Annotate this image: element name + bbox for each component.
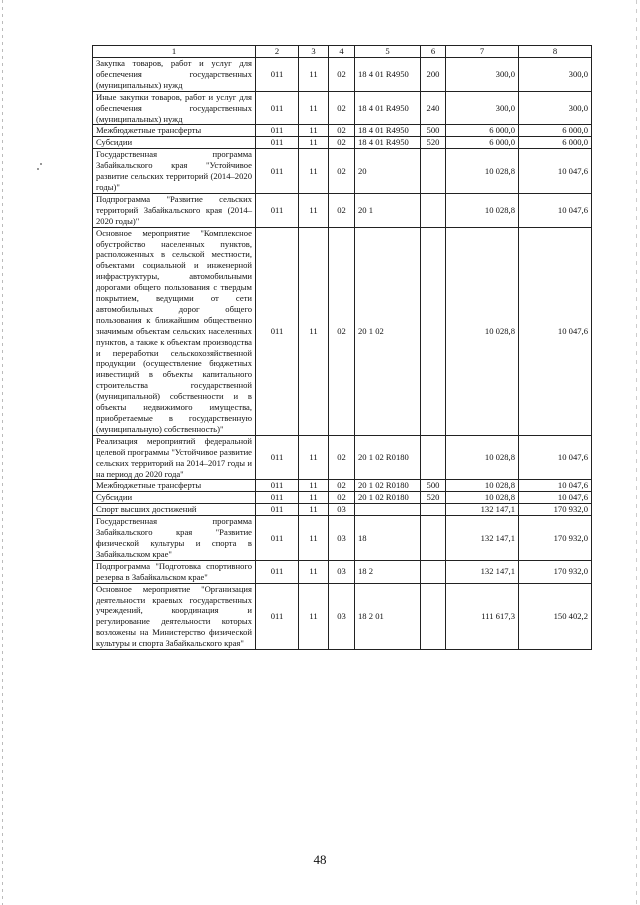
table-row: [93, 91, 592, 125]
cell-amount-year1: 6 000,0: [446, 125, 519, 137]
cell-target-article: 18 2: [355, 560, 421, 583]
cell-admin-code: 011: [256, 91, 299, 125]
column-header: 3: [299, 46, 329, 58]
cell-subsection: 02: [329, 149, 355, 194]
cell-section: 11: [299, 137, 329, 149]
cell-name: Закупка товаров, работ и услуг для обеспечения государственных (муниципальных) нужд: [93, 58, 256, 92]
cell-amount-year2: 170 932,0: [519, 560, 592, 583]
cell-amount-year1: 6 000,0: [446, 137, 519, 149]
cell-admin-code: 011: [256, 560, 299, 583]
cell-amount-year2: 300,0: [519, 91, 592, 125]
cell-subsection: 02: [329, 435, 355, 480]
cell-admin-code: 011: [256, 480, 299, 492]
cell-expense-type: [421, 583, 446, 649]
table-row: [93, 583, 592, 649]
column-header: 6: [421, 46, 446, 58]
table-row: [93, 58, 592, 92]
column-header: 4: [329, 46, 355, 58]
column-header: 8: [519, 46, 592, 58]
column-header: 7: [446, 46, 519, 58]
cell-expense-type: 200: [421, 58, 446, 92]
cell-section: 11: [299, 193, 329, 227]
cell-name: Основное мероприятие "Комплексное обустройство населенных пунктов, расположенных в сельской местности, объектами социальной и инженерной инфраструктуры, автомобильными дорогами общего пользования с твердым покрытием, ведущими от сети автомобильных дорог общего пользования к ближайшим общественно значимым объектам сельских населенных пунктов, а также к объектам производства и переработки сельскохозяйственной продукции (осуществление бюджетных инвестиций в объекты капитального строительства государственной (муниципальной) собственности и в объекты недвижимого имущества, приобретаемые в государственную (муниципальную) собственность)": [93, 227, 256, 435]
cell-amount-year2: 6 000,0: [519, 137, 592, 149]
cell-amount-year2: 170 932,0: [519, 516, 592, 561]
scan-left-edge: [2, 0, 3, 905]
cell-expense-type: [421, 435, 446, 480]
cell-section: 11: [299, 58, 329, 92]
cell-admin-code: 011: [256, 149, 299, 194]
cell-name: Субсидии: [93, 137, 256, 149]
cell-admin-code: 011: [256, 435, 299, 480]
cell-subsection: 02: [329, 137, 355, 149]
cell-amount-year1: 10 028,8: [446, 227, 519, 435]
cell-amount-year1: 10 028,8: [446, 149, 519, 194]
cell-expense-type: 520: [421, 492, 446, 504]
cell-section: 11: [299, 435, 329, 480]
cell-admin-code: 011: [256, 504, 299, 516]
cell-name: Субсидии: [93, 492, 256, 504]
cell-target-article: [355, 504, 421, 516]
cell-subsection: 02: [329, 58, 355, 92]
cell-admin-code: 011: [256, 583, 299, 649]
table-row: [93, 560, 592, 583]
cell-amount-year1: 132 147,1: [446, 516, 519, 561]
cell-expense-type: [421, 504, 446, 516]
cell-amount-year1: 111 617,3: [446, 583, 519, 649]
cell-subsection: 03: [329, 516, 355, 561]
cell-amount-year2: 10 047,6: [519, 227, 592, 435]
cell-amount-year2: 300,0: [519, 58, 592, 92]
cell-target-article: 18 4 01 R4950: [355, 91, 421, 125]
scan-speck: [40, 163, 42, 165]
cell-admin-code: 011: [256, 137, 299, 149]
cell-name: Подпрограмма "Подготовка спортивного резерва в Забайкальском крае": [93, 560, 256, 583]
cell-name: Межбюджетные трансферты: [93, 125, 256, 137]
cell-name: Государственная программа Забайкальского края "Устойчивое развитие сельских территорий (2014–2020 годы)": [93, 149, 256, 194]
cell-subsection: 02: [329, 480, 355, 492]
cell-admin-code: 011: [256, 193, 299, 227]
column-header: 1: [93, 46, 256, 58]
cell-target-article: 18 4 01 R4950: [355, 125, 421, 137]
cell-target-article: 18 4 01 R4950: [355, 58, 421, 92]
table-row: [93, 227, 592, 435]
cell-amount-year2: 10 047,6: [519, 193, 592, 227]
table-row: [93, 435, 592, 480]
table-row: [93, 480, 592, 492]
column-header: 2: [256, 46, 299, 58]
cell-name: Межбюджетные трансферты: [93, 480, 256, 492]
budget-table: [92, 45, 592, 650]
cell-amount-year1: 300,0: [446, 58, 519, 92]
cell-subsection: 03: [329, 560, 355, 583]
cell-admin-code: 011: [256, 58, 299, 92]
cell-expense-type: [421, 149, 446, 194]
cell-name: Спорт высших достижений: [93, 504, 256, 516]
cell-section: 11: [299, 560, 329, 583]
scan-speck: [37, 168, 39, 170]
cell-expense-type: 520: [421, 137, 446, 149]
cell-amount-year1: 10 028,8: [446, 480, 519, 492]
cell-section: 11: [299, 480, 329, 492]
cell-target-article: 20: [355, 149, 421, 194]
cell-amount-year1: 300,0: [446, 91, 519, 125]
table-header-row: [93, 46, 592, 58]
cell-subsection: 02: [329, 91, 355, 125]
cell-amount-year1: 10 028,8: [446, 193, 519, 227]
column-header: 5: [355, 46, 421, 58]
cell-amount-year1: 132 147,1: [446, 504, 519, 516]
cell-expense-type: 500: [421, 480, 446, 492]
cell-target-article: 20 1 02 R0180: [355, 480, 421, 492]
cell-amount-year2: 170 932,0: [519, 504, 592, 516]
cell-target-article: 20 1 02: [355, 227, 421, 435]
cell-name: Государственная программа Забайкальского края "Развитие физической культуры и спорта в Забайкальском крае": [93, 516, 256, 561]
cell-section: 11: [299, 492, 329, 504]
cell-name: Основное мероприятие "Организация деятельности краевых государственных учреждений, координация и регулирование деятельности которых возложены на Министерство физической культуры и спорта Забайкальского края": [93, 583, 256, 649]
cell-amount-year2: 150 402,2: [519, 583, 592, 649]
cell-section: 11: [299, 504, 329, 516]
cell-target-article: 20 1 02 R0180: [355, 492, 421, 504]
cell-section: 11: [299, 227, 329, 435]
cell-target-article: 20 1 02 R0180: [355, 435, 421, 480]
table-row: [93, 516, 592, 561]
cell-subsection: 02: [329, 125, 355, 137]
cell-name: Иные закупки товаров, работ и услуг для обеспечения государственных (муниципальных) нужд: [93, 91, 256, 125]
cell-name: Подпрограмма "Развитие сельских территорий Забайкальского края (2014–2020 годы)": [93, 193, 256, 227]
cell-admin-code: 011: [256, 125, 299, 137]
cell-expense-type: [421, 516, 446, 561]
cell-expense-type: [421, 227, 446, 435]
cell-target-article: 18 2 01: [355, 583, 421, 649]
cell-section: 11: [299, 91, 329, 125]
cell-expense-type: [421, 193, 446, 227]
table-row: [93, 492, 592, 504]
cell-amount-year1: 10 028,8: [446, 435, 519, 480]
page-number: 48: [313, 852, 327, 867]
cell-subsection: 03: [329, 504, 355, 516]
cell-admin-code: 011: [256, 492, 299, 504]
cell-admin-code: 011: [256, 227, 299, 435]
cell-amount-year2: 6 000,0: [519, 125, 592, 137]
table-row: [93, 149, 592, 194]
cell-subsection: 02: [329, 492, 355, 504]
cell-admin-code: 011: [256, 516, 299, 561]
cell-amount-year2: 10 047,6: [519, 480, 592, 492]
cell-amount-year1: 10 028,8: [446, 492, 519, 504]
cell-subsection: 02: [329, 193, 355, 227]
table-row: [93, 137, 592, 149]
cell-target-article: 20 1: [355, 193, 421, 227]
scan-right-edge: [636, 0, 637, 905]
cell-expense-type: [421, 560, 446, 583]
table-row: [93, 125, 592, 137]
cell-target-article: 18 4 01 R4950: [355, 137, 421, 149]
cell-expense-type: 500: [421, 125, 446, 137]
cell-amount-year2: 10 047,6: [519, 492, 592, 504]
cell-amount-year2: 10 047,6: [519, 149, 592, 194]
cell-section: 11: [299, 583, 329, 649]
cell-target-article: 18: [355, 516, 421, 561]
table-row: [93, 193, 592, 227]
cell-expense-type: 240: [421, 91, 446, 125]
cell-name: Реализация мероприятий федеральной целевой программы "Устойчивое развитие сельских территорий на 2014–2017 годы и на период до 2020 года": [93, 435, 256, 480]
cell-amount-year1: 132 147,1: [446, 560, 519, 583]
table-row: [93, 504, 592, 516]
cell-section: 11: [299, 149, 329, 194]
cell-section: 11: [299, 125, 329, 137]
cell-amount-year2: 10 047,6: [519, 435, 592, 480]
cell-subsection: 02: [329, 227, 355, 435]
cell-subsection: 03: [329, 583, 355, 649]
cell-section: 11: [299, 516, 329, 561]
